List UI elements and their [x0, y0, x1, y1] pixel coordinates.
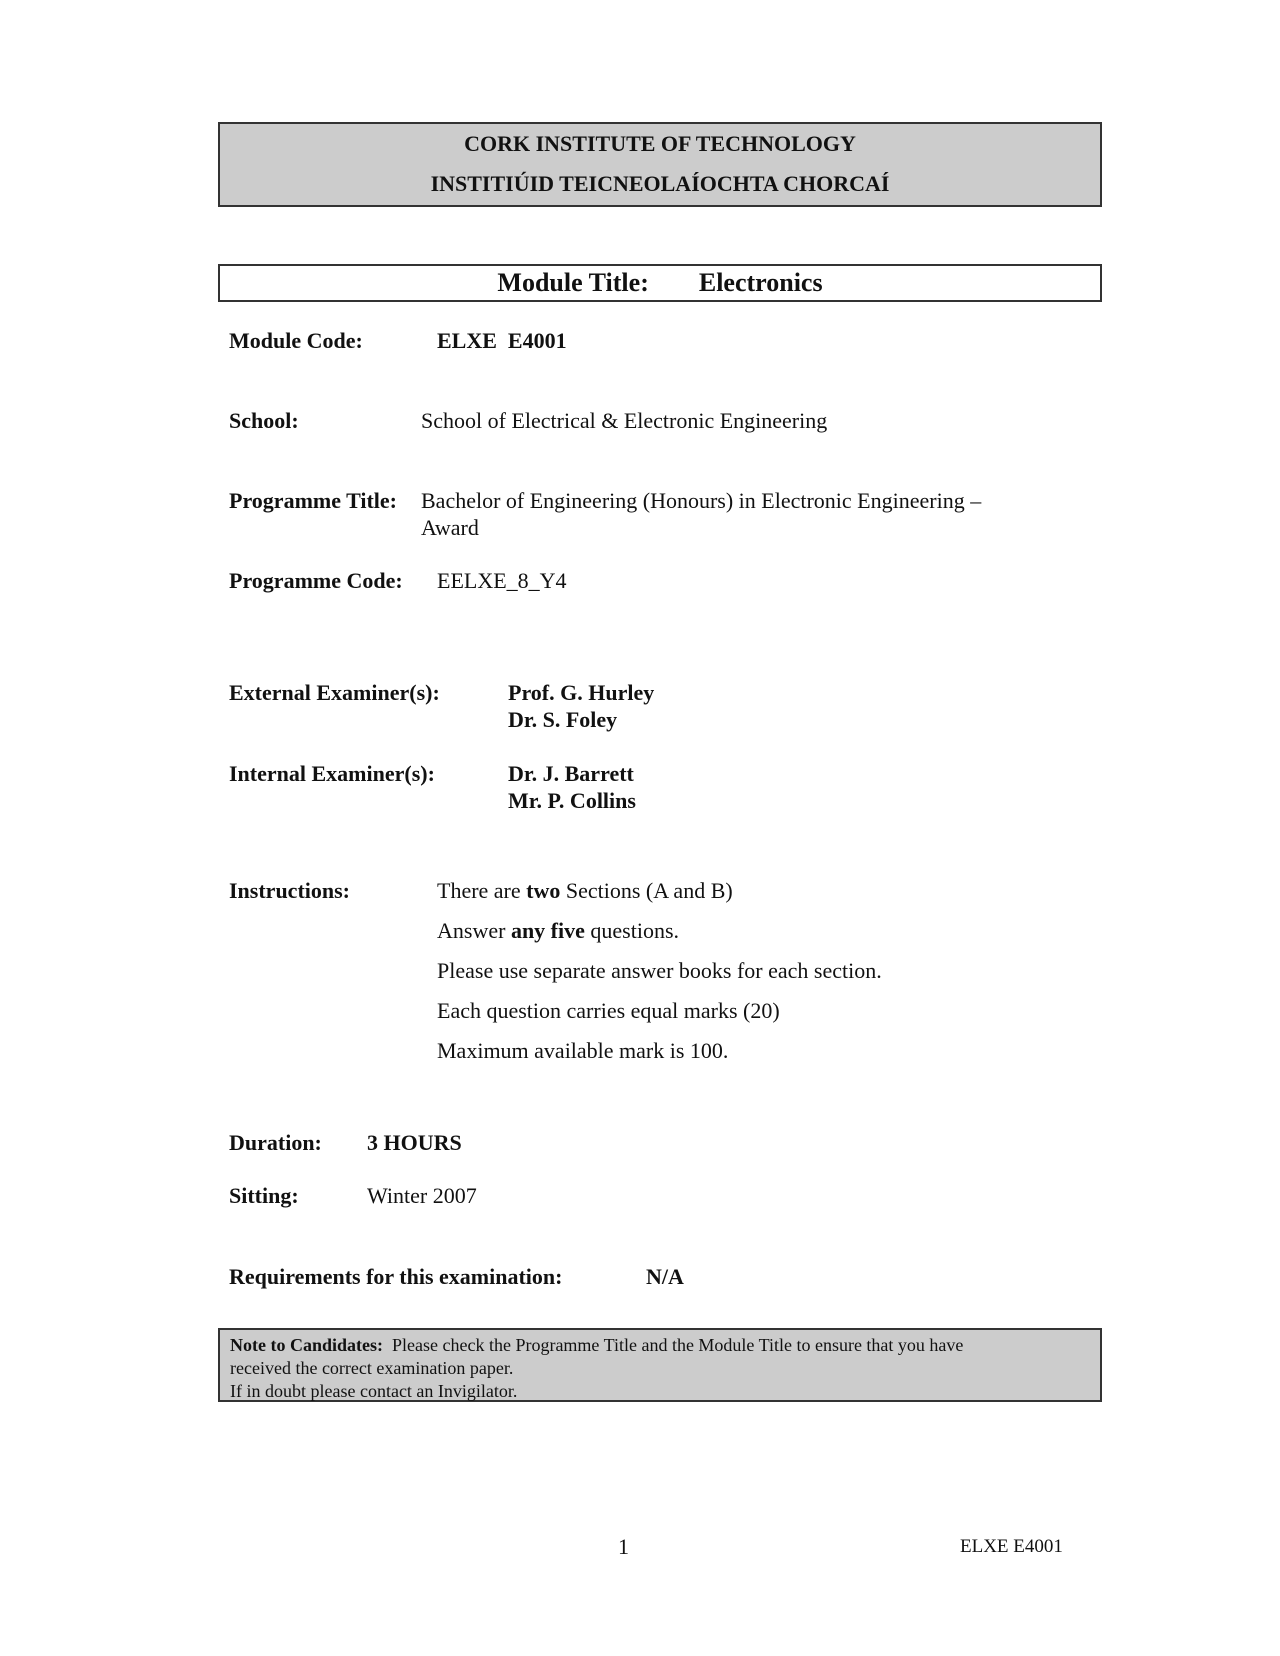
- programme-title-value-line2: Award: [421, 515, 479, 540]
- external-examiners-label: External Examiner(s):: [229, 680, 440, 705]
- module-title-box: [218, 264, 1102, 302]
- module-code-label: Module Code:: [229, 328, 363, 353]
- note-text: Please check the Programme Title and the Module Title to ensure that you have: [392, 1335, 964, 1355]
- page-number: 1: [618, 1534, 629, 1559]
- instruction-text: questions.: [584, 918, 680, 943]
- requirements-value: N/A: [646, 1264, 684, 1289]
- programme-code-value: EELXE_8_Y4: [437, 568, 567, 593]
- internal-examiner-name: Mr. P. Collins: [508, 788, 636, 813]
- note-line-2: received the correct examination paper.: [230, 1358, 514, 1378]
- instruction-emphasis: any five: [510, 918, 585, 943]
- module-title-label: Module Title:: [497, 268, 649, 297]
- internal-examiner-name: Dr. J. Barrett: [508, 761, 634, 786]
- note-label: Note to Candidates:: [230, 1335, 383, 1355]
- programme-title-label: Programme Title:: [229, 488, 398, 513]
- instruction-emphasis: two: [526, 878, 561, 903]
- sitting-label: Sitting:: [229, 1183, 299, 1208]
- requirements-label: Requirements for this examination:: [229, 1264, 563, 1289]
- instruction-line-sections: [437, 878, 733, 904]
- internal-examiners-label: Internal Examiner(s):: [229, 761, 435, 786]
- school-value: School of Electrical & Electronic Engineering: [421, 408, 828, 433]
- instruction-line-books: Please use separate answer books for each section.: [437, 958, 882, 983]
- note-line-1: [230, 1334, 1090, 1357]
- instruction-text: Sections (A and B): [560, 878, 733, 903]
- module-code-value: ELXE E4001: [437, 328, 567, 353]
- module-title-value: Electronics: [698, 268, 823, 297]
- sitting-value: Winter 2007: [367, 1183, 477, 1208]
- note-to-candidates: [218, 1328, 1102, 1402]
- school-label: School:: [229, 408, 299, 433]
- institute-name-english: CORK INSTITUTE OF TECHNOLOGY: [464, 131, 856, 156]
- instruction-line-marks: Each question carries equal marks (20): [437, 998, 780, 1023]
- institute-header: [218, 122, 1102, 207]
- instruction-text: There are: [437, 878, 527, 903]
- external-examiner-name: Prof. G. Hurley: [508, 680, 655, 705]
- external-examiner-name: Dr. S. Foley: [508, 707, 618, 732]
- programme-title-value-line1: Bachelor of Engineering (Honours) in Electronic Engineering –: [421, 488, 982, 513]
- footer-code: ELXE E4001: [960, 1536, 1063, 1557]
- programme-code-label: Programme Code:: [229, 568, 403, 593]
- institute-name-irish: INSTITIÚID TEICNEOLAÍOCHTA CHORCAÍ: [430, 171, 890, 196]
- instructions-label: Instructions:: [229, 878, 351, 903]
- instruction-line-answer: [437, 918, 679, 944]
- note-line-3: If in doubt please contact an Invigilator.: [230, 1381, 518, 1401]
- duration-label: Duration:: [229, 1130, 322, 1155]
- instruction-text: Answer: [437, 918, 511, 943]
- instruction-line-maximum: Maximum available mark is 100.: [437, 1038, 729, 1063]
- duration-value: 3 HOURS: [367, 1130, 462, 1155]
